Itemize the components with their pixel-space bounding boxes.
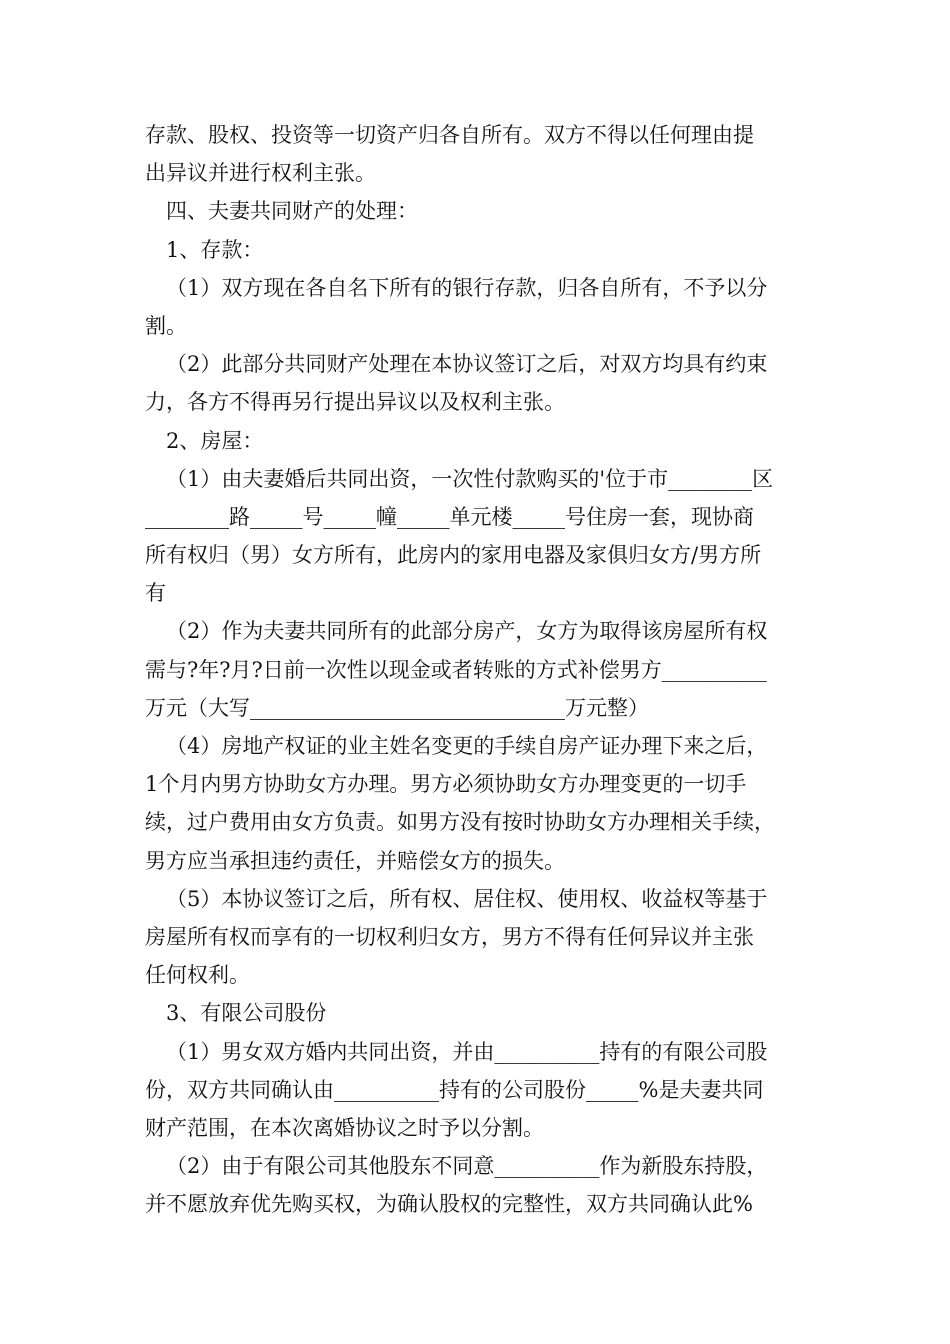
subsection-heading: 2、房屋： [166,428,264,453]
text-line: 1个月内男方协助女方办理。男方必须协助女方办理变更的一切手 [145,772,747,797]
subsection-heading: 3、有限公司股份 [166,1001,327,1026]
text-line: （2）由于有限公司其他股东不同意__________作为新股东持股， [166,1154,768,1179]
text-line: 男方应当承担违约责任，并赔偿女方的损失。 [145,848,565,873]
section-heading: 四、夫妻共同财产的处理： [166,199,418,224]
text-line: 存款、股权、投资等一切资产归各自所有。双方不得以任何理由提 [145,123,754,147]
text-line: 房屋所有权而享有的一切权利归女方，男方不得有任何异议并主张 [145,924,754,949]
text-line: （4）房地产权证的业主姓名变更的手续自房产证办理下来之后， [166,734,768,758]
text-line: 任何权利。 [145,963,250,988]
text-line: 力，各方不得再另行提出异议以及权利主张。 [145,390,565,415]
text-line: （1）由夫妻婚后共同出资，一次性付款购买的'位于市________区 [166,466,774,491]
text-line: （1）男女双方婚内共同出资，并由__________持有的有限公司股 [166,1039,768,1064]
text-line: 出异议并进行权利主张。 [145,161,376,186]
text-line: （1）双方现在各自名下所有的银行存款，归各自所有，不予以分 [166,275,768,300]
text-line: 万元（大写______________________________万元整） [145,695,649,720]
text-line: 有 [145,581,166,606]
text-line: 财产范围，在本次离婚协议之时予以分割。 [145,1115,544,1140]
text-line: ________路_____号_____幢_____单元楼_____号住房一套，现协商 [145,504,754,529]
subsection-heading: 1、存款： [166,237,264,262]
document-body [145,116,815,1223]
text-line: （2）作为夫妻共同所有的此部分房产，女方为取得该房屋所有权 [166,619,768,644]
text-line: 所有权归（男）女方所有，此房内的家用电器及家俱归女方/男方所 [145,543,762,568]
text-line: 需与?年?月?日前一次性以现金或者转账的方式补偿男方__________ [145,657,767,682]
text-line: 续，过户费用由女方负责。如男方没有按时协助女方办理相关手续， [145,810,775,835]
text-line: 并不愿放弃优先购买权，为确认股权的完整性，双方共同确认此% [145,1192,753,1217]
text-line: 割。 [145,313,187,338]
text-line: （2）此部分共同财产处理在本协议签订之后，对双方均具有约束 [166,352,768,377]
text-line: 份，双方共同确认由__________持有的公司股份_____%是夫妻共同 [145,1077,764,1102]
text-line: （5）本协议签订之后，所有权、居住权、使用权、收益权等基于 [166,886,768,911]
